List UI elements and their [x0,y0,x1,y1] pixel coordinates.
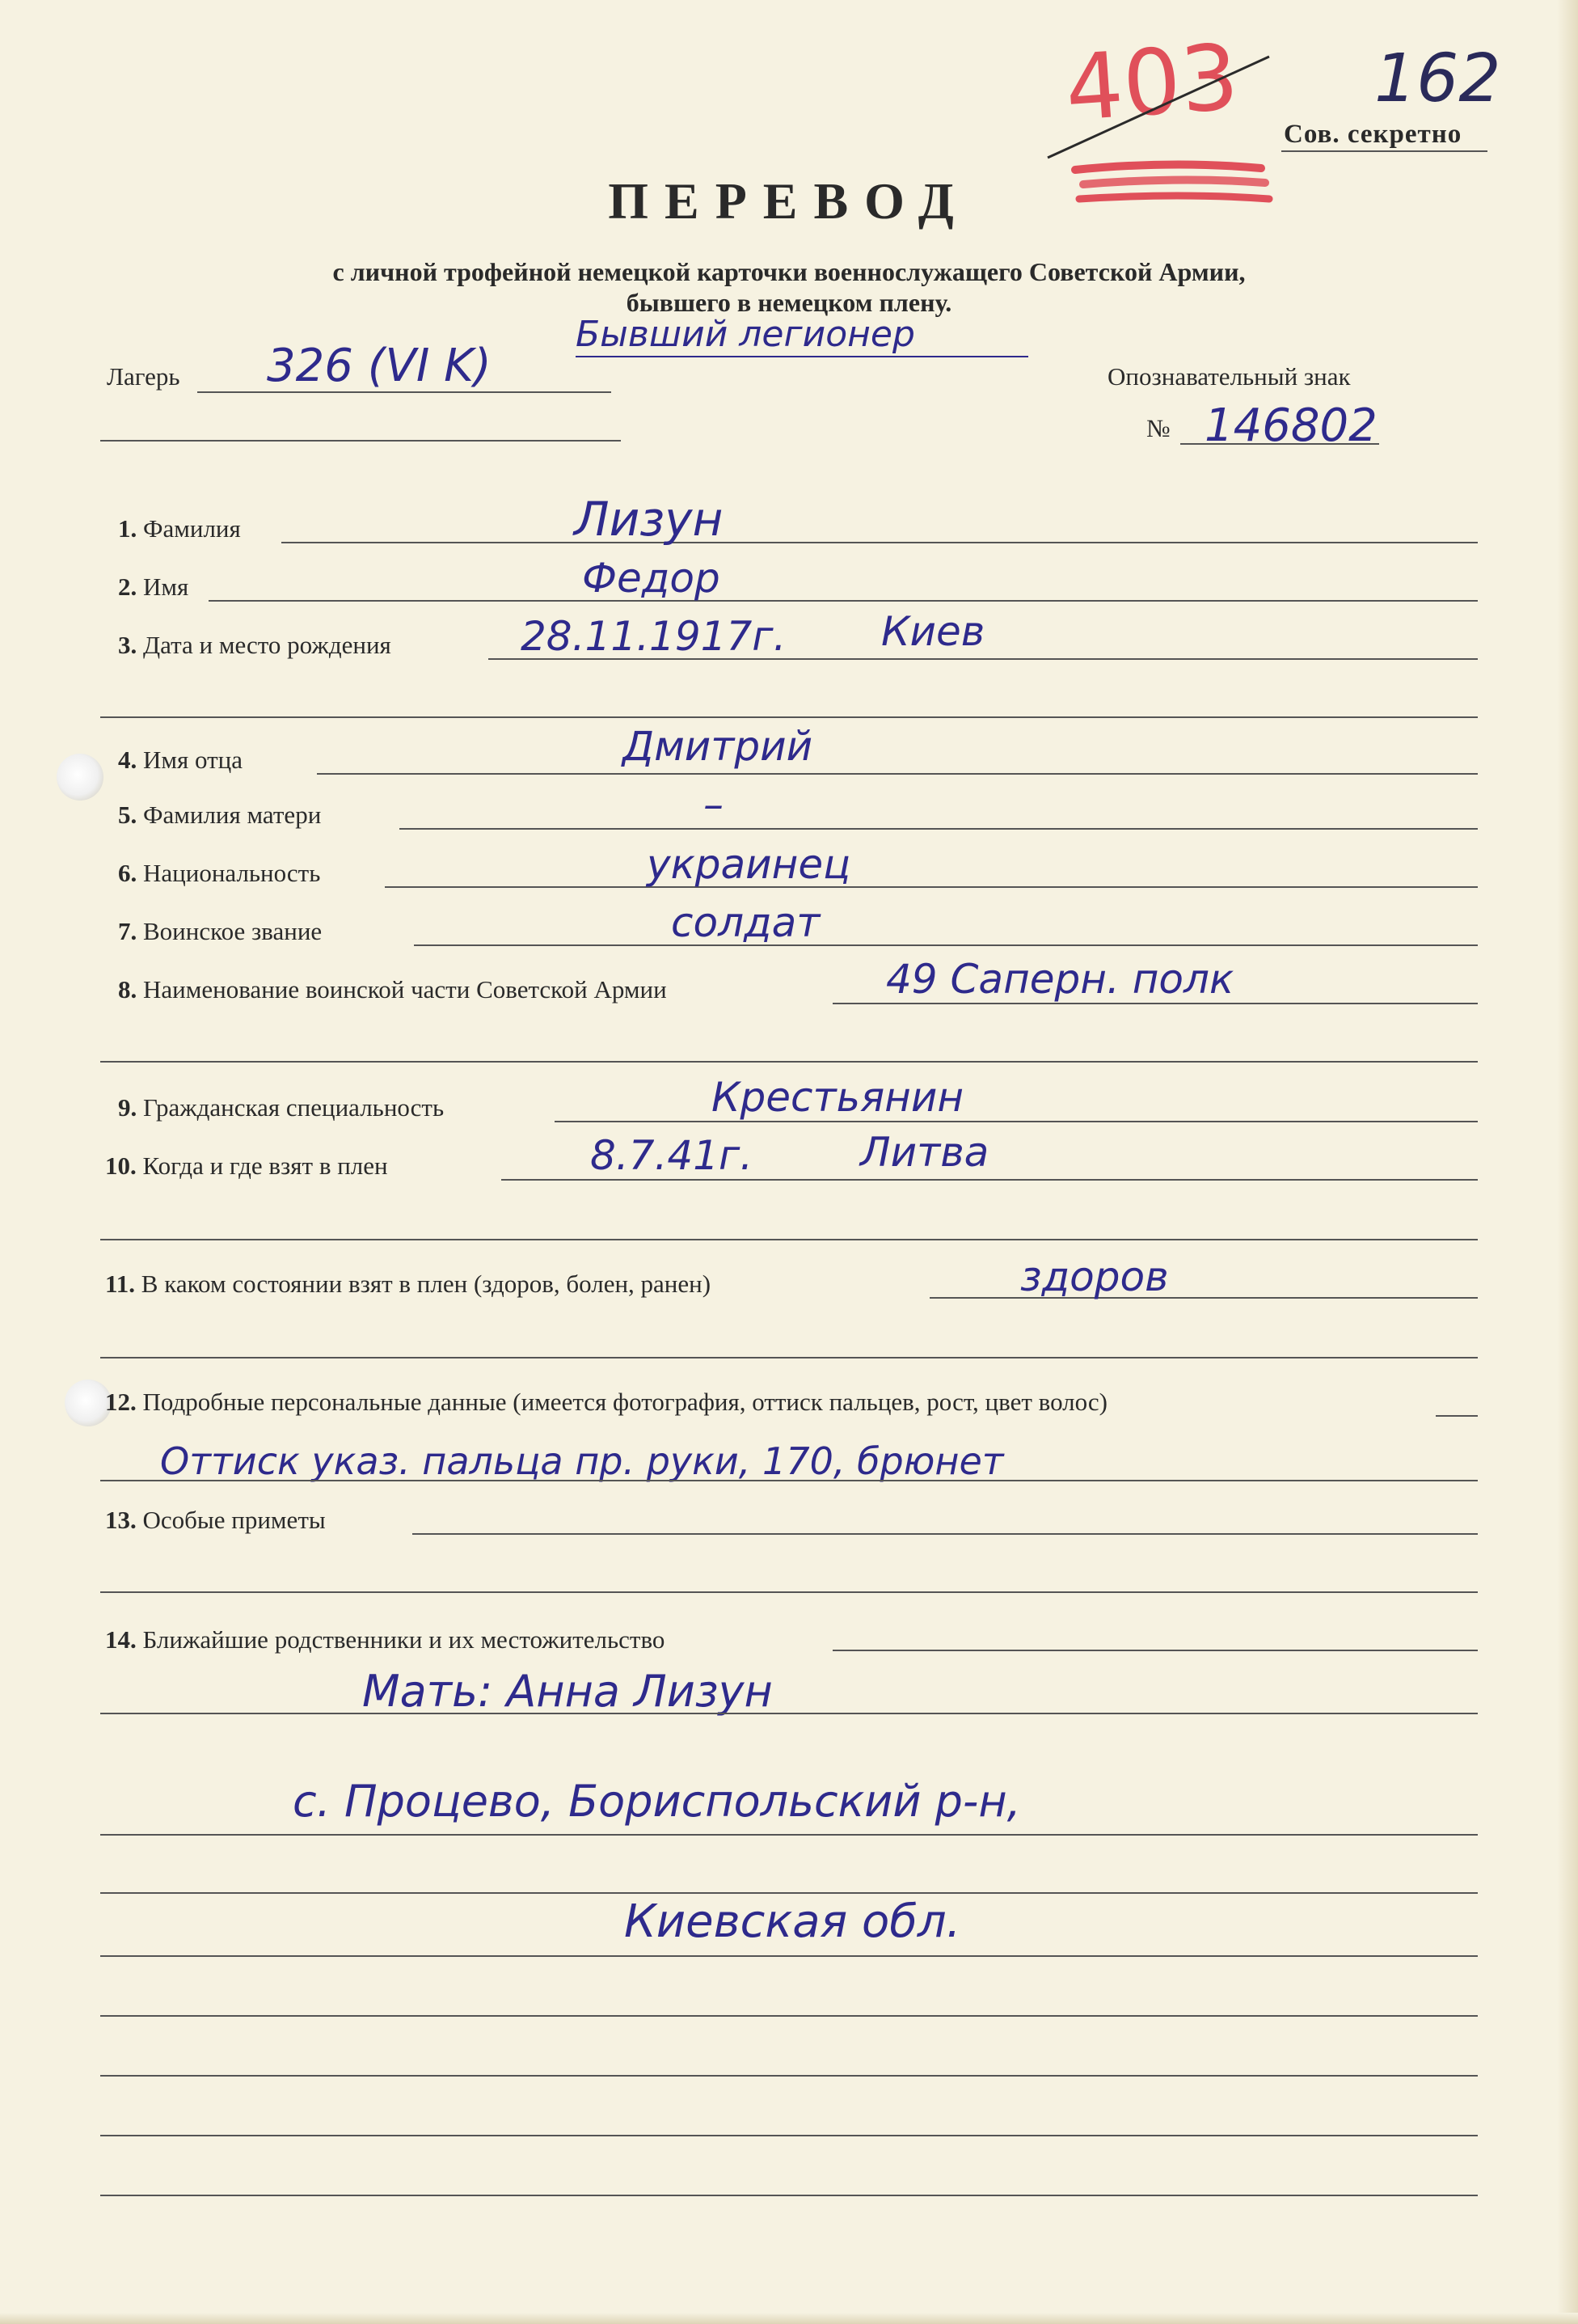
camp-label: Лагерь [107,362,180,391]
field-12-line [1436,1415,1478,1417]
relatives-line-4 [100,1955,1478,1957]
camp-value: 326 (VI K) [267,340,492,392]
relatives-line-8 [100,2195,1478,2196]
relatives-line-5 [100,2015,1478,2017]
field-14-label: 14. Ближайшие родственники и их местожительство [105,1625,665,1654]
field-10-value2: Литва [860,1129,989,1176]
field-1-label: 1. Фамилия [118,514,241,543]
field-5-line [399,828,1478,830]
subtitle-line2: бывшего в немецком плену. [626,288,952,317]
field-3-value: 28.11.1917г. [521,613,787,660]
field-3-value2: Киев [881,608,985,655]
field-7-label: 7. Воинское звание [118,917,323,945]
field-7-value: солдат [671,899,821,946]
secret-number-handwritten: 162 [1374,40,1501,117]
field-9-line [555,1121,1478,1122]
field-8-line-2 [100,1061,1478,1063]
field-8-line [833,1003,1478,1004]
relatives-line-6 [100,2075,1478,2077]
field-3-label: 3. Дата и место рождения [118,631,391,659]
field-13-line [412,1533,1478,1535]
field-12-line-2 [100,1480,1478,1481]
field-4-value: Дмитрий [622,723,813,770]
page-title: ПЕРЕВОД [608,172,970,230]
field-11-line-2 [100,1357,1478,1358]
note-underline [576,356,1028,357]
field-9-value: Крестьянин [711,1074,964,1121]
field-9-label: 9. Гражданская специальность [118,1093,445,1122]
id-tag-value: 146802 [1205,399,1378,452]
field-13-label: 13. Особые приметы [105,1506,326,1534]
relatives-line-1 [100,1713,1478,1714]
secret-label: Сов. секретно [1284,120,1462,149]
secret-underline [1281,150,1487,152]
field-12-label: 12. Подробные персональные данные (имеется фотография, оттиск пальцев, рост, цвет волос) [105,1388,1108,1416]
field-11-label: 11. В каком состоянии взят в плен (здоров, болен, ранен) [105,1270,711,1298]
relatives-line-7 [100,2135,1478,2136]
relatives-address-line: с. Процево, Бориспольский р-н, [293,1776,1021,1827]
paper-edge-bottom [0,2313,1578,2324]
field-2-value: Федор [582,555,720,602]
id-tag-line [1180,443,1379,445]
relatives-line-3 [100,1892,1478,1894]
paper-edge-right [1557,0,1578,2324]
field-6-line [385,886,1478,888]
field-4-label: 4. Имя отца [118,746,243,774]
relatives-line-2 [100,1834,1478,1836]
field-1-line [281,542,1478,543]
field-7-line [414,944,1478,946]
field-8-value: 49 Саперн. полк [886,956,1234,1003]
field-2-label: 2. Имя [118,573,189,601]
relatives-region-line: Киевская обл. [624,1895,961,1948]
id-tag-no-label: № [1146,414,1171,442]
id-tag-label: Опознавательный знак [1108,362,1351,391]
field-13-line-2 [100,1591,1478,1593]
field-5-label: 5. Фамилия матери [118,801,322,829]
field-10-line [501,1179,1478,1181]
field-8-label: 8. Наименование воинской части Советской Армии [118,975,667,1004]
legionnaire-note: Бывший легионер [576,314,915,355]
red-archive-number: 403 [1061,24,1243,142]
field-10-label: 10. Когда и где взят в плен [105,1151,388,1180]
field-11-line [930,1297,1478,1299]
subtitle-line1: с личной трофейной немецкой карточки военнослужащего Советской Армии, [332,257,1246,286]
field-4-line [317,773,1478,775]
punch-hole-top [57,754,103,801]
field-6-value: украинец [647,841,851,888]
camp-line-2 [100,440,621,442]
field-12-value: Оттиск указ. пальца пр. руки, 170, брюнет [160,1439,1004,1483]
field-3-line-2 [100,716,1478,718]
field-10-value: 8.7.41г. [590,1132,753,1179]
field-6-label: 6. Национальность [118,859,321,887]
field-14-line [833,1650,1478,1651]
field-11-value: здоров [1020,1253,1169,1300]
field-1-value: Лизун [574,492,724,547]
field-14-value: Мать: Анна Лизун [362,1666,773,1717]
field-5-value: – [703,781,724,828]
field-10-line-2 [100,1239,1478,1240]
field-2-line [209,600,1478,602]
